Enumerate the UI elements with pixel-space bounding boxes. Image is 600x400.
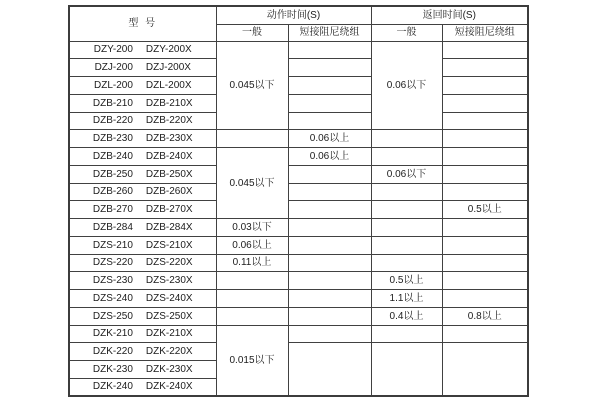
cell-model — [69, 112, 216, 130]
cell-model — [69, 290, 216, 308]
cell-action-damping — [288, 59, 371, 77]
cell-model — [69, 148, 216, 166]
cell-action-damping — [288, 94, 371, 112]
model-name-x: DZY-200X — [145, 44, 192, 56]
table-row — [69, 41, 528, 59]
cell-return-general: 0.06以下 — [371, 165, 442, 183]
model-name-x: DZL-200X — [145, 79, 192, 91]
table-row — [69, 272, 528, 290]
model-name: DZL-200 — [94, 79, 133, 91]
cell-return-general — [371, 325, 442, 343]
table-row — [69, 148, 528, 166]
cell-return-general — [371, 130, 442, 148]
header-action-damping: 短接阻尼绕组 — [288, 24, 371, 41]
table-row — [69, 201, 528, 219]
cell-return-damping — [442, 254, 528, 272]
model-name: DZB-260 — [92, 186, 133, 198]
cell-return-damping — [442, 112, 528, 130]
table-row — [69, 325, 528, 343]
model-name: DZB-250 — [92, 168, 133, 180]
cell-action-damping — [288, 307, 371, 325]
model-name: DZS-240 — [92, 292, 133, 304]
model-name: DZB-284 — [92, 221, 133, 233]
cell-action-damping — [288, 325, 371, 343]
header-action-general: 一般 — [216, 24, 288, 41]
cell-model — [69, 361, 216, 379]
cell-return-general — [371, 148, 442, 166]
cell-model — [69, 94, 216, 112]
cell-action-damping — [288, 272, 371, 290]
model-name-x: DZB-284X — [145, 221, 193, 233]
cell-return-damping — [442, 59, 528, 77]
cell-action-damping: 0.06以上 — [288, 148, 371, 166]
model-name: DZS-250 — [92, 310, 133, 322]
cell-action-damping — [288, 236, 371, 254]
cell-return-general: 0.06以下 — [371, 41, 442, 130]
model-name: DZK-220 — [92, 346, 133, 358]
cell-return-damping: 0.5以上 — [442, 201, 528, 219]
cell-return-damping — [442, 165, 528, 183]
model-name-x: DZK-230X — [145, 363, 193, 375]
model-name: DZS-220 — [92, 257, 133, 269]
cell-return-damping — [442, 343, 528, 396]
header-return-time: 返回时间(S) — [371, 6, 528, 24]
model-name-x: DZS-240X — [145, 292, 193, 304]
cell-model — [69, 272, 216, 290]
model-name-x: DZB-220X — [145, 115, 193, 127]
table-row — [69, 165, 528, 183]
cell-action-general: 0.03以下 — [216, 219, 288, 237]
cell-action-damping — [288, 41, 371, 59]
model-name-x: DZS-230X — [145, 275, 193, 287]
model-name: DZK-210 — [92, 328, 133, 340]
cell-return-damping — [442, 219, 528, 237]
cell-return-general — [371, 236, 442, 254]
model-name: DZJ-200 — [94, 62, 133, 74]
cell-return-general — [371, 343, 442, 396]
model-name-x: DZK-210X — [145, 328, 193, 340]
header-action-time: 动作时间(S) — [216, 6, 371, 24]
table-row — [69, 254, 528, 272]
table-row — [69, 307, 528, 325]
model-name: DZB-220 — [92, 115, 133, 127]
cell-action-damping — [288, 201, 371, 219]
model-name-x: DZB-270X — [145, 204, 193, 216]
cell-return-damping: 0.8以上 — [442, 307, 528, 325]
cell-action-damping — [288, 165, 371, 183]
cell-return-general: 1.1以上 — [371, 290, 442, 308]
cell-action-damping: 0.06以上 — [288, 130, 371, 148]
cell-return-general: 0.4以上 — [371, 307, 442, 325]
table-row — [69, 219, 528, 237]
table-row — [69, 343, 528, 361]
cell-return-damping — [442, 148, 528, 166]
cell-return-damping — [442, 41, 528, 59]
cell-return-damping — [442, 77, 528, 95]
cell-model — [69, 77, 216, 95]
cell-action-damping — [288, 112, 371, 130]
cell-action-general — [216, 307, 288, 325]
cell-model — [69, 378, 216, 396]
cell-action-damping — [288, 343, 371, 396]
header-return-damping: 短接阻尼绕组 — [442, 24, 528, 41]
header-return-general: 一般 — [371, 24, 442, 41]
cell-model — [69, 325, 216, 343]
cell-model — [69, 165, 216, 183]
model-name: DZY-200 — [93, 44, 133, 56]
table-row — [69, 130, 528, 148]
cell-action-damping — [288, 290, 371, 308]
model-name: DZS-230 — [92, 275, 133, 287]
cell-model — [69, 41, 216, 59]
cell-return-general — [371, 219, 442, 237]
cell-return-damping — [442, 183, 528, 201]
spec-table — [68, 5, 527, 395]
model-name-x: DZB-260X — [145, 186, 193, 198]
cell-model — [69, 201, 216, 219]
model-name: DZB-270 — [92, 204, 133, 216]
model-name-x: DZS-250X — [145, 310, 193, 322]
model-name-x: DZK-240X — [145, 381, 193, 393]
table-row — [69, 236, 528, 254]
table-row — [69, 112, 528, 130]
model-name: DZB-240 — [92, 150, 133, 162]
table-row — [69, 59, 528, 77]
cell-return-damping — [442, 130, 528, 148]
cell-return-damping — [442, 236, 528, 254]
cell-action-general — [216, 130, 288, 148]
model-name-x: DZB-230X — [145, 133, 193, 145]
cell-action-damping — [288, 219, 371, 237]
cell-model — [69, 219, 216, 237]
cell-action-general: 0.045以下 — [216, 148, 288, 219]
cell-return-damping — [442, 290, 528, 308]
model-name: DZS-210 — [92, 239, 133, 251]
cell-action-general: 0.015以下 — [216, 325, 288, 396]
cell-action-general — [216, 272, 288, 290]
cell-return-damping — [442, 272, 528, 290]
table-row — [69, 94, 528, 112]
table-row — [69, 77, 528, 95]
cell-model — [69, 307, 216, 325]
cell-return-damping — [442, 94, 528, 112]
table-row — [69, 290, 528, 308]
cell-action-damping — [288, 254, 371, 272]
cell-model — [69, 130, 216, 148]
table-row — [69, 183, 528, 201]
cell-return-general — [371, 201, 442, 219]
header-model: 型 号 — [69, 6, 216, 41]
cell-action-general — [216, 290, 288, 308]
model-name-x: DZB-210X — [145, 97, 193, 109]
cell-action-damping — [288, 77, 371, 95]
model-name-x: DZJ-200X — [145, 62, 191, 74]
model-name: DZB-230 — [92, 133, 133, 145]
cell-action-damping — [288, 183, 371, 201]
model-name-x: DZB-250X — [145, 168, 193, 180]
cell-return-general — [371, 183, 442, 201]
model-name-x: DZK-220X — [145, 346, 193, 358]
cell-model — [69, 59, 216, 77]
cell-action-general: 0.06以上 — [216, 236, 288, 254]
cell-return-general: 0.5以上 — [371, 272, 442, 290]
cell-model — [69, 236, 216, 254]
model-name: DZK-240 — [92, 381, 133, 393]
model-name: DZK-230 — [92, 363, 133, 375]
cell-action-general: 0.045以下 — [216, 41, 288, 130]
model-name: DZB-210 — [92, 97, 133, 109]
cell-return-damping — [442, 325, 528, 343]
cell-model — [69, 183, 216, 201]
model-name-x: DZS-210X — [145, 239, 193, 251]
model-name-x: DZS-220X — [145, 257, 193, 269]
cell-model — [69, 254, 216, 272]
model-name-x: DZB-240X — [145, 150, 193, 162]
cell-return-general — [371, 254, 442, 272]
cell-action-general: 0.11以上 — [216, 254, 288, 272]
cell-model — [69, 343, 216, 361]
